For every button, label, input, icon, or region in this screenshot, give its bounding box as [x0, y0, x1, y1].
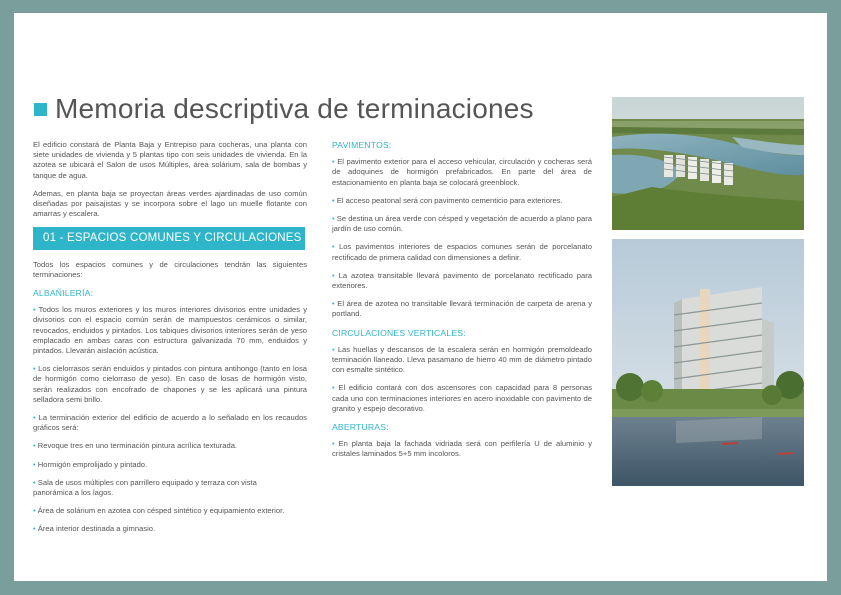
list-item: • Se destina un área verde con césped y vegetación de acuerdo a plano para jardín de uso común. [332, 214, 592, 234]
list-item: • Revoque tres en uno terminación pintura acrílica texturada. [33, 441, 238, 451]
list-item: • La azotea transitable llevará pavimento de porcelanato rectificado para exteriores. [332, 270, 592, 291]
aerial-photo [612, 97, 804, 230]
bullet-icon: • [332, 299, 335, 309]
circulaciones-heading: CIRCULACIONES VERTICALES: [332, 327, 466, 338]
intro-paragraph-2: Ademas, en planta baja se proyectan áreas verdes ajardinadas de uso común diseñadas por paisajistas y se incorpora sobre el lago un muelle flotante con amarras y escalera. [33, 188, 307, 219]
bullet-icon: • [332, 157, 335, 167]
list-item: • El edificio contará con dos ascensores con capacidad para 8 personas cada uno con terminaciones interiores en acero inoxidable con pavimento de granito y espejo decorativo. [332, 383, 592, 413]
bullet-icon: • [332, 195, 335, 205]
page-title-row [34, 93, 534, 125]
page [14, 13, 827, 581]
page-title: Memoria descriptiva de terminaciones [55, 93, 534, 124]
middle-column [332, 140, 592, 468]
list-item: • Área de solárium en azotea con césped sintético y equipamiento exterior. [33, 506, 285, 516]
bullet-icon: • [332, 439, 335, 449]
albanileria-heading: ALBAÑILERÍA: [33, 288, 94, 299]
section-heading-espacios-comunes: 01 - ESPACIOS COMUNES Y CIRCULACIONES [33, 227, 305, 249]
list-item: • Área interior destinada a gimnasio. [33, 524, 156, 534]
list-item: • El acceso peatonal será con pavimento cementicio para exteriores. [332, 195, 563, 205]
list-item: • Las huellas y descansos de la escalera serán en hormigón premoldeado terminación llaneado. Lleva pasamano de hierro 40 mm de diámetro pintado con esmalte sintético. [332, 344, 592, 375]
bullet-icon: • [332, 344, 335, 354]
bullet-icon: • [332, 270, 335, 280]
list-item: • El pavimento exterior para el acceso vehicular, circulación y cocheras será de adoquines de hormigón prefabricados. En parte del área de estacionamiento en planta baja se colocará greenblock. [332, 157, 592, 187]
list-item: • Sala de usos múltiples con parrillero equipado y terraza con vista panorámica a los lagos. [33, 477, 257, 498]
building-photo [612, 239, 804, 486]
bullet-icon: • [33, 305, 36, 315]
list-item: • Los cielorrasos serán enduidos y pintados con pintura antihongo (tanto en losa de hormigón como cielorraso de yeso). En caso de losas de hormigón visto, serán realizados con encofrado de chapones y se les aplicará una pintura selladora semi brillo. [33, 364, 307, 404]
bullet-icon: • [33, 364, 36, 374]
bullet-icon: • [33, 524, 36, 534]
bullet-icon: • [332, 383, 335, 393]
intro-paragraph-1: El edificio constará de Planta Baja y Entrepiso para cocheras, una planta con siete unidades de vivienda y 5 plantas tipo con seis unidades de vivienda. En la azotea se ubicará el Salon de usos Múltiples, área solárium, sala de bombas y tanque de agua. [33, 140, 307, 180]
list-item: • Los pavimentos interiores de espacios comunes serán de porcelanato rectificado de primera calidad con dimensiones a definir. [332, 242, 592, 262]
bullet-icon: • [332, 214, 335, 224]
pavimentos-heading: PAVIMENTOS: [332, 140, 392, 150]
bullet-icon: • [33, 506, 36, 516]
list-item: • La terminación exterior del edificio de acuerdo a lo señalado en los recaudos gráficos será: [33, 413, 307, 433]
left-column [33, 140, 307, 543]
list-item: • Hormigón emprolijado y pintado. [33, 459, 148, 469]
bullet-icon: • [33, 441, 36, 451]
list-item: • Todos los muros exteriores y los muros interiores divisorios entre unidades y divisorios con el espacio común serán de mampuestos cerámicos o similar, revocados, enduidos y pintados. Los tabiques divisorios interiores serán de yeso emplacado en ambas caras con estructura galvanizada 70 mm, enduidos y pintados. Llevarán aislación acústica. [33, 305, 307, 356]
list-item: • En planta baja la fachada vidriada será con perfilería U de aluminio y cristales laminados 5+5 mm incoloros. [332, 439, 592, 459]
title-square-icon [34, 103, 47, 116]
section-lead: Todos los espacios comunes y de circulaciones tendrán las siguientes terminaciones: [33, 259, 307, 279]
bullet-icon: • [33, 413, 36, 423]
bullet-icon: • [332, 242, 335, 252]
aberturas-heading: ABERTURAS: [332, 422, 389, 433]
bullet-icon: • [33, 477, 36, 487]
list-item: • El área de azotea no transitable llevará terminación de carpeta de arena y portland. [332, 299, 592, 319]
bullet-icon: • [33, 459, 36, 469]
